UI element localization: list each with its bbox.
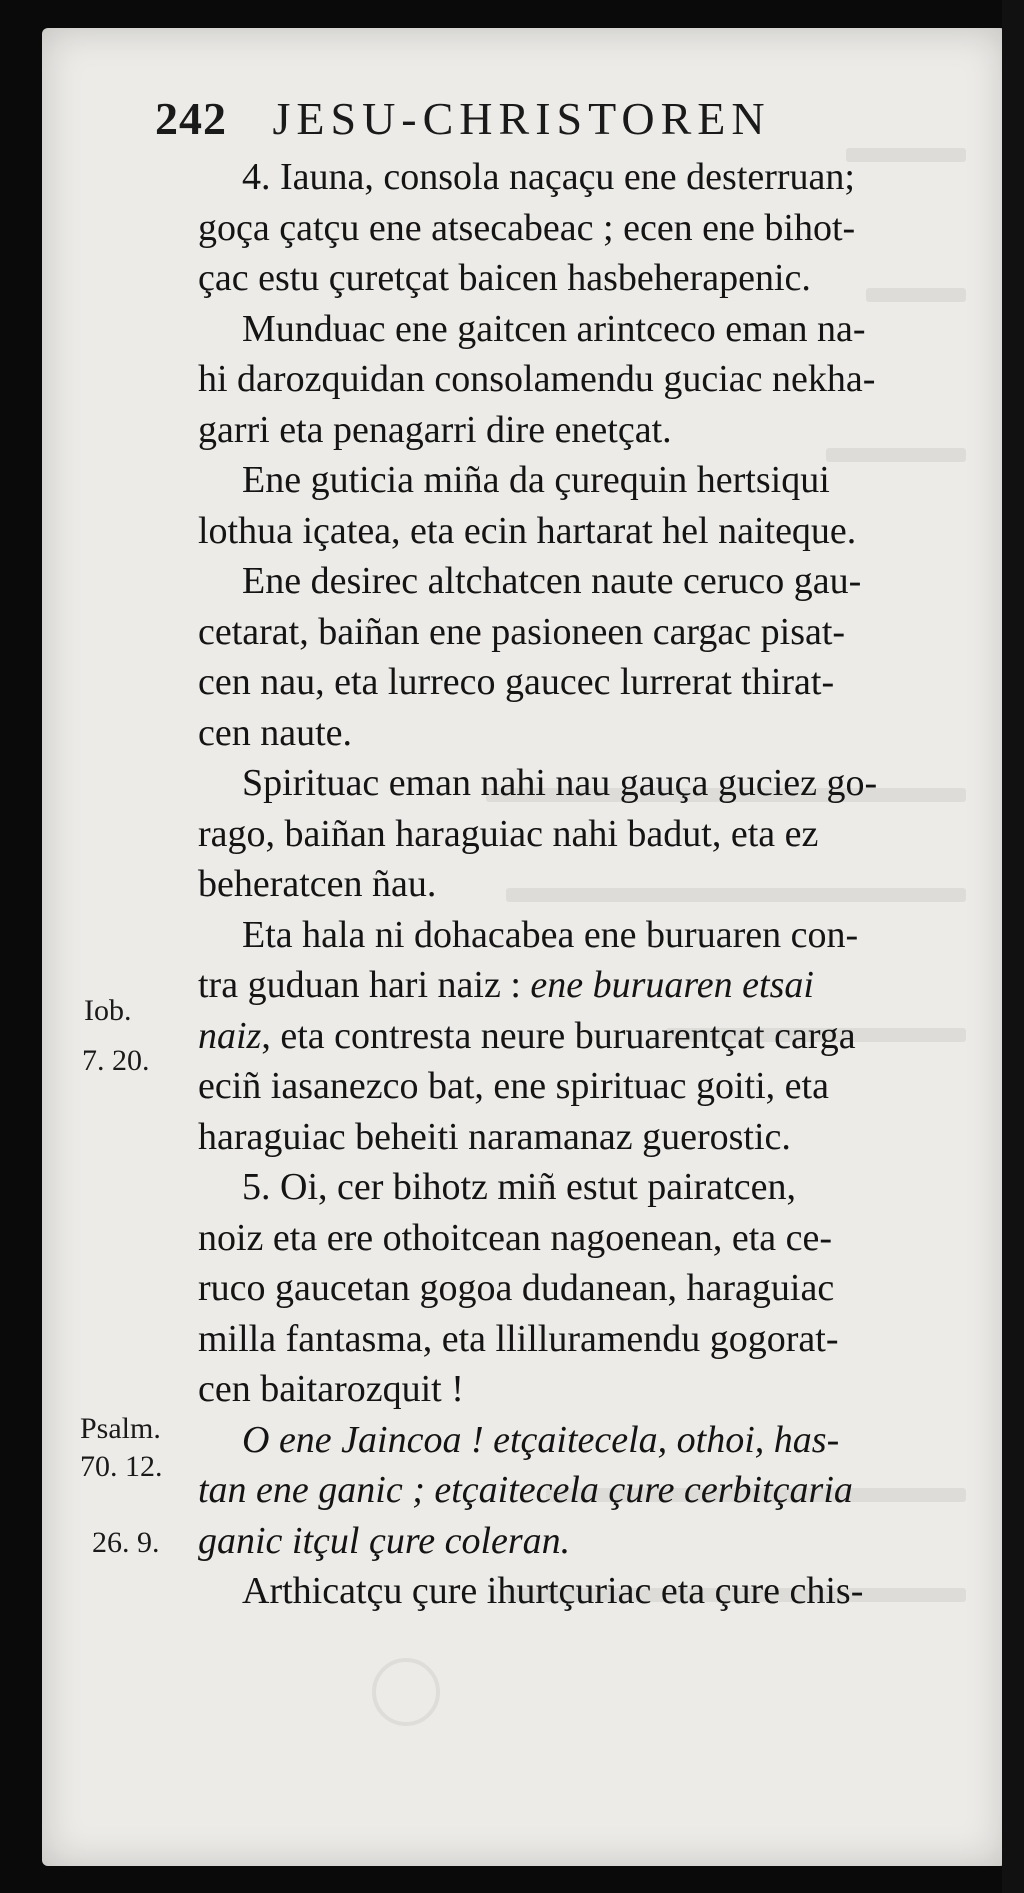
running-title: JESU-CHRISTOREN [272,93,771,144]
text-line: Spirituac eman nahi nau gauça guciez go- [242,762,878,804]
text-line: çac estu çuretçat baicen hasbeherapenic. [198,257,811,299]
margin-note-job: Iob. [84,994,132,1027]
text-line [198,1011,988,1062]
text-line: Munduac ene gaitcen arintceco eman na- [242,307,866,350]
page-number: 242 [155,93,227,144]
text-line: goça çatçu ene atsecabeac ; ecen ene bihot- [198,206,856,249]
text-line: eciñ iasanezco bat, ene spirituac goiti, eta [198,1065,829,1107]
text-line: 4. Iauna, consola naçaçu ene desterruan; [242,156,855,198]
text-line: tan ene ganic ; etçaitecela çure cerbitçaria [198,1469,853,1511]
text-line: rago, baiñan haraguiac nahi badut, eta ez [198,812,819,855]
book-page [42,28,1006,1866]
text-line: haraguiac beheiti naramanaz guerostic. [198,1115,791,1158]
page-stain [372,1658,440,1726]
running-header [155,92,771,145]
text-line: cen naute. [198,711,353,754]
text-line: Ene desirec altchatcen naute ceruco gau- [242,560,862,602]
text-line: garri eta penagarri dire enetçat. [198,408,672,451]
margin-note-psalm: Psalm. [80,1412,161,1445]
margin-note-job-ref: 7. 20. [82,1044,150,1077]
text-line: Eta hala ni dohacabea ene buruaren con- [242,913,859,956]
text-line: O ene Jaincoa ! etçaitecela, othoi, has- [242,1418,840,1461]
scan-edge [1002,0,1024,1893]
body-text [198,152,988,1617]
text-line: Ene guticia miña da çurequin hertsiqui [242,459,830,501]
text-line: noiz eta ere othoitcean nagoenean, eta ce- [198,1216,833,1259]
text-line: ganic itçul çure coleran. [198,1519,571,1562]
text-segment: ene buruaren etsai [530,964,814,1006]
text-line: beheratcen ñau. [198,863,437,905]
text-line: milla fantasma, eta llilluramendu gogorat- [198,1317,839,1360]
margin-note-psalm-ref-2: 26. 9. [92,1526,160,1559]
text-line: Arthicatçu çure ihurtçuriac eta çure chis- [242,1570,864,1612]
text-line: lothua içatea, eta ecin hartarat hel naiteque. [198,509,857,552]
text-line [198,960,988,1011]
text-segment: tra guduan hari naiz : [198,964,531,1006]
margin-note-psalm-ref-1: 70. 12. [80,1450,163,1483]
text-line: 5. Oi, cer bihotz miñ estut pairatcen, [242,1166,796,1208]
text-line: cetarat, baiñan ene pasioneen cargac pisat- [198,610,846,653]
text-line: cen baitarozquit ! [198,1368,464,1410]
text-segment: naiz [198,1014,262,1057]
text-line: cen nau, eta lurreco gaucec lurrerat thirat- [198,661,835,703]
text-segment: , eta contresta neure buruarentçat carga [261,1014,856,1057]
text-line: ruco gaucetan gogoa dudanean, haraguiac [198,1267,835,1309]
text-line: hi darozquidan consolamendu guciac nekha- [198,358,876,400]
